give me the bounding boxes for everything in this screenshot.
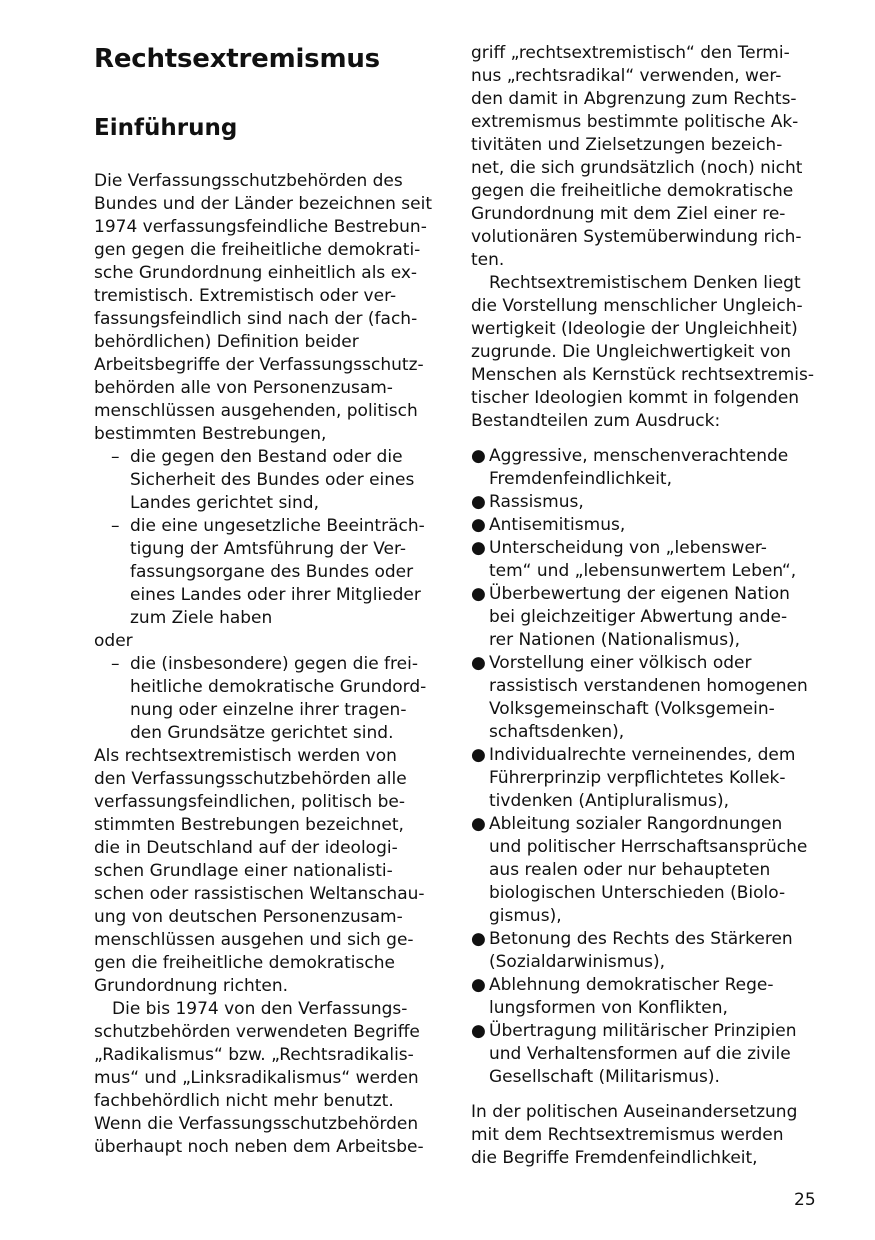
bullet-text-line: (Sozialdarwinismus), (489, 952, 666, 972)
intro-paragraph (94, 170, 439, 446)
bullet-icon: ● (471, 814, 486, 834)
text-line: die eine ungesetzliche Beeinträch- (130, 516, 425, 536)
section-heading: Einführung (94, 115, 238, 141)
bullet-text-line: und politischer Herrschaftsansprüche (489, 837, 808, 857)
definition-paragraph (94, 745, 439, 998)
text-line: zugrunde. Die Ungleichwertigkeit von (471, 342, 792, 362)
bullet-list (471, 445, 816, 1089)
bullet-list-item (471, 491, 816, 514)
text-line: behördlichen) Definition beider (94, 332, 359, 352)
bullet-list-item (471, 537, 816, 583)
text-line: Menschen als Kernstück rechtsextremis- (471, 365, 814, 385)
text-line: gegen die freiheitliche demokratische (471, 181, 794, 201)
text-line: Bestandteilen zum Ausdruck: (471, 411, 721, 431)
bullet-icon: ● (471, 515, 486, 535)
text-line: tremistisch. Extremistisch oder ver- (94, 286, 397, 306)
bullet-text-line: lungsformen von Konflikten, (489, 998, 728, 1018)
text-line: den Grundsätze gerichtet sind. (130, 723, 394, 743)
text-line: tischer Ideologien kommt in folgenden (471, 388, 800, 408)
bullet-text-line: schaftsdenken), (489, 722, 625, 742)
text-line: bestimmten Bestrebungen, (94, 424, 327, 444)
text-line: griff „rechtsextremistisch“ den Termi- (471, 43, 790, 63)
bullet-text-line: tem“ und „lebensunwertem Leben“, (489, 561, 797, 581)
text-line: Landes gerichtet sind, (130, 493, 320, 513)
text-line: ung von deutschen Personenzusam- (94, 907, 403, 927)
text-line: nung oder einzelne ihrer tragen- (130, 700, 407, 720)
bullet-text-line: Überbewertung der eigenen Nation (489, 584, 790, 604)
bullet-icon: ● (471, 446, 486, 466)
bullet-text-line: tivdenken (Antipluralismus), (489, 791, 730, 811)
text-line: den damit in Abgrenzung zum Rechts- (471, 89, 797, 109)
text-line: die Vorstellung menschlicher Ungleich- (471, 296, 803, 316)
bullet-text-line: Volksgemeinschaft (Volksgemein- (489, 699, 775, 719)
bullet-icon: ● (471, 584, 486, 604)
text-line: fachbehördlich nicht mehr benutzt. (94, 1091, 394, 1111)
bullet-list-item (471, 514, 816, 537)
dash-list-item (94, 515, 439, 630)
bullet-text-line: Ableitung sozialer Rangordnungen (489, 814, 783, 834)
text-line: schutzbehörden verwendeten Begriffe (94, 1022, 420, 1042)
text-line: die (insbesondere) gegen die frei- (130, 654, 418, 674)
text-line: stimmten Bestrebungen bezeichnet, (94, 815, 404, 835)
text-line: verfassungsfeindlichen, politisch be- (94, 792, 405, 812)
text-line: mus“ und „Linksradikalismus“ werden (94, 1068, 419, 1088)
text-line: tivitäten und Zielsetzungen bezeich- (471, 135, 783, 155)
continuation-paragraph (471, 42, 816, 272)
history-paragraph (94, 998, 439, 1159)
bullet-text-line: Führerprinzip verpflichtetes Kollek- (489, 768, 786, 788)
bullet-icon: ● (471, 929, 486, 949)
dash-marker: – (111, 654, 120, 674)
bullet-text-line: aus realen oder nur behaupteten (489, 860, 771, 880)
text-line: gen die freiheitliche demokratische (94, 953, 395, 973)
ideology-paragraph (471, 272, 816, 433)
page-title: Rechtsextremismus (94, 44, 380, 74)
bullet-icon: ● (471, 745, 486, 765)
text-line: mit dem Rechtsextremismus werden (471, 1125, 784, 1145)
text-line: volutionären Systemüberwindung rich- (471, 227, 802, 247)
bullet-text-line: Betonung des Rechts des Stärkeren (489, 929, 793, 949)
dash-marker: – (111, 516, 120, 536)
bullet-text-line: rer Nationen (Nationalismus), (489, 630, 741, 650)
text-line: Die bis 1974 von den Verfassungs- (112, 999, 408, 1019)
text-line: Die Verfassungsschutzbehörden des (94, 171, 403, 191)
bullet-list-item (471, 445, 816, 491)
text-line: eines Landes oder ihrer Mitglieder (130, 585, 421, 605)
bullet-text-line: Individualrechte verneinendes, dem (489, 745, 796, 765)
bullet-list-item (471, 583, 816, 652)
dash-item-text (130, 446, 439, 515)
text-line: fassungsfeindlich sind nach der (fach- (94, 309, 418, 329)
dash-item-text (130, 653, 439, 745)
bullet-list-item (471, 744, 816, 813)
bullet-text-line: biologischen Unterschieden (Biolo- (489, 883, 786, 903)
page-number: 25 (794, 1190, 816, 1210)
text-line: extremismus bestimmte politische Ak- (471, 112, 799, 132)
bullet-text-line: Ablehnung demokratischer Rege- (489, 975, 774, 995)
text-line: Sicherheit des Bundes oder eines (130, 470, 415, 490)
bullet-text-line: Aggressive, menschenverachtende (489, 446, 789, 466)
bullet-text-line: Vorstellung einer völkisch oder (489, 653, 752, 673)
bullet-list-item (471, 974, 816, 1020)
text-line: schen Grundlage einer nationalisti- (94, 861, 393, 881)
bullet-list-item (471, 813, 816, 928)
bullet-icon: ● (471, 975, 486, 995)
right-column (471, 42, 816, 1170)
closing-paragraph (471, 1101, 816, 1170)
bullet-text-line: bei gleichzeitiger Abwertung ande- (489, 607, 788, 627)
dash-item-text (130, 515, 439, 630)
text-line: Bundes und der Länder bezeichnen seit (94, 194, 433, 214)
bullet-icon: ● (471, 653, 486, 673)
bullet-text-line: und Verhaltensformen auf die zivile (489, 1044, 791, 1064)
text-line: ten. (471, 250, 505, 270)
dash-list-item (94, 446, 439, 515)
text-line: Rechtsextremistischem Denken liegt (489, 273, 801, 293)
text-line: sche Grundordnung einheitlich als ex- (94, 263, 418, 283)
bullet-list-item (471, 652, 816, 744)
bullet-text-line: Unterscheidung von „lebenswer- (489, 538, 767, 558)
text-line: fassungsorgane des Bundes oder (130, 562, 414, 582)
text-line: behörden alle von Personenzusam- (94, 378, 393, 398)
text-line: den Verfassungsschutzbehörden alle (94, 769, 407, 789)
bullet-text-line: Fremdenfeindlichkeit, (489, 469, 672, 489)
dash-list-item (94, 653, 439, 745)
text-line: die Begriffe Fremdenfeindlichkeit, (471, 1148, 758, 1168)
text-line: heitliche demokratische Grundord- (130, 677, 427, 697)
left-column (94, 42, 439, 1159)
text-line: schen oder rassistischen Weltanschau- (94, 884, 425, 904)
bullet-text-line: rassistisch verstandenen homogenen (489, 676, 808, 696)
bullet-text-line: Gesellschaft (Militarismus). (489, 1067, 720, 1087)
text-line: die in Deutschland auf der ideologi- (94, 838, 398, 858)
text-line: nus „rechtsradikal“ verwenden, wer- (471, 66, 782, 86)
text-line: Arbeitsbegriffe der Verfassungsschutz- (94, 355, 424, 375)
text-line: tigung der Amtsführung der Ver- (130, 539, 406, 559)
bullet-icon: ● (471, 538, 486, 558)
text-line: zum Ziele haben (130, 608, 273, 628)
bullet-text-line: Rassismus, (489, 492, 584, 512)
dash-marker: – (111, 447, 120, 467)
bullet-text-line: Übertragung militärischer Prinzipien (489, 1021, 797, 1041)
text-line: wertigkeit (Ideologie der Ungleichheit) (471, 319, 798, 339)
text-line: In der politischen Auseinandersetzung (471, 1102, 798, 1122)
text-line: 1974 verfassungsfeindliche Bestrebun- (94, 217, 427, 237)
text-line: menschlüssen ausgehen und sich ge- (94, 930, 414, 950)
text-line: Grundordnung richten. (94, 976, 289, 996)
text-line: überhaupt noch neben dem Arbeitsbe- (94, 1137, 424, 1157)
text-line: Als rechtsextremistisch werden von (94, 746, 397, 766)
conjunction-text: oder (94, 631, 133, 651)
bullet-list-item (471, 1020, 816, 1089)
text-line: die gegen den Bestand oder die (130, 447, 403, 467)
bullet-text-line: gismus), (489, 906, 562, 926)
bullet-list-item (471, 928, 816, 974)
text-line: gen gegen die freiheitliche demokrati- (94, 240, 421, 260)
text-line: Wenn die Verfassungsschutzbehörden (94, 1114, 419, 1134)
text-line: Grundordnung mit dem Ziel einer re- (471, 204, 786, 224)
text-line: menschlüssen ausgehenden, politisch (94, 401, 418, 421)
bullet-icon: ● (471, 492, 486, 512)
bullet-text-line: Antisemitismus, (489, 515, 626, 535)
text-line: net, die sich grundsätzlich (noch) nicht (471, 158, 803, 178)
text-line: „Radikalismus“ bzw. „Rechtsradikalis- (94, 1045, 414, 1065)
bullet-icon: ● (471, 1021, 486, 1041)
